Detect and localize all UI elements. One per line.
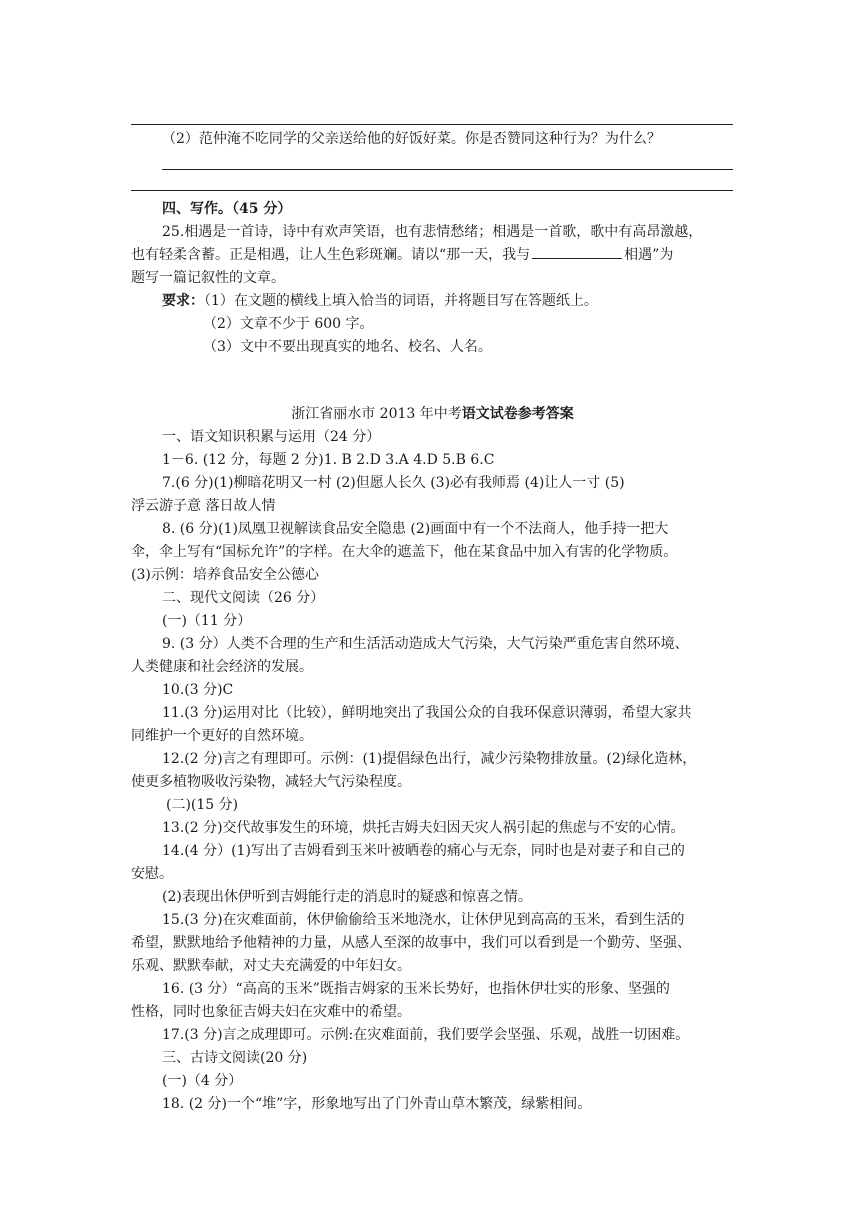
answer-line: 8. (6 分)(1)凤凰卫视解读食品安全隐患 (2)画面中有一个不法商人，他手持一把大 — [162, 521, 669, 537]
answer-line: 使更多植物吸收污染物，减轻大气污染程度。 — [131, 774, 411, 790]
answer-blank-line — [162, 169, 733, 170]
requirement-label: 要求： — [162, 293, 204, 309]
answer-key-title-bold: 语文试卷参考答案 — [461, 406, 574, 422]
requirement-1-text: （1）在文题的横线上填入恰当的词语，并将题目写在答题纸上。 — [204, 293, 598, 309]
answer-line: 三、古诗文阅读(20 分) — [162, 1050, 308, 1066]
answer-line: 10.(3 分)C — [162, 682, 234, 698]
answer-rule-line — [131, 190, 733, 191]
answer-line: 性格，同时也象征吉姆夫妇在灾难中的希望。 — [131, 1004, 411, 1020]
answer-line: (一)（4 分） — [162, 1073, 243, 1089]
question-25-text: 也有轻柔含蓄。正是相遇，让人生色彩斑斓。请以“那一天，我与 — [131, 247, 531, 263]
answer-line: 18. (2 分)一个“堆”字，形象地写出了门外青山草木繁茂，绿紫相间。 — [162, 1096, 592, 1112]
answer-line: 17.(3 分)言之成理即可。示例:在灾难面前，我们要学会坚强、乐观，战胜一切困难。 — [162, 1027, 690, 1043]
requirement-3: （3）文中不要出现真实的地名、校名、人名。 — [203, 339, 492, 355]
question-25-line-1: 25.相遇是一首诗，诗中有欢声笑语，也有悲情愁绪；相遇是一首歌，歌中有高昂激越， — [162, 224, 703, 240]
requirement-2: （2）文章不少于 600 字。 — [203, 316, 374, 332]
writing-heading: 四、写作。（45 分） — [162, 201, 292, 217]
answer-line: (一)（11 分） — [162, 613, 252, 629]
requirement-1 — [162, 290, 598, 312]
answer-line: 15.(3 分)在灾难面前，休伊偷偷给玉米地浇水，让休伊见到高高的玉米，看到生活的 — [162, 912, 685, 928]
answer-line: 11.(3 分)运用对比（比较），鲜明地突出了我国公众的自我环保意识薄弱，希望大家共 — [162, 705, 692, 721]
answer-line: 浮云游子意 落日故人情 — [131, 498, 276, 514]
answer-line: 希望，默默地给予他精神的力量，从感人至深的故事中，我们可以看到是一个勤劳、坚强、 — [131, 935, 691, 951]
answer-key-title-plain: 浙江省丽水市 2013 年中考 — [291, 406, 462, 422]
answer-line: 一、语文知识积累与运用（24 分） — [162, 429, 381, 445]
title-blank — [532, 244, 622, 259]
answer-line: 安慰。 — [131, 866, 173, 882]
question-25-line-2 — [131, 244, 673, 266]
answer-key-title — [0, 403, 865, 425]
question-25-line-3: 题写一篇记叙性的文章。 — [131, 270, 285, 286]
answer-line: (二)(15 分) — [166, 797, 239, 813]
answer-line: (2)表现出休伊听到吉姆能行走的消息时的疑惑和惊喜之情。 — [162, 889, 532, 905]
answer-line: 13.(2 分)交代故事发生的环境，烘托吉姆夫妇因天灾人祸引起的焦虑与不安的心情。 — [162, 820, 685, 836]
answer-line: 14.(4 分）(1)写出了吉姆看到玉米叶被晒卷的痛心与无奈，同时也是对妻子和自己的 — [162, 843, 685, 859]
answer-line: 1－6. (12 分，每题 2 分)1. B 2.D 3.A 4.D 5.B 6.C — [162, 452, 495, 468]
answer-rule-line — [131, 124, 733, 125]
answer-line: 16. (3 分）“高高的玉米”既指吉姆家的玉米长势好，也指休伊壮实的形象、坚强的 — [162, 981, 670, 997]
answer-line: (3)示例：培养食品安全公德心 — [131, 567, 319, 583]
answer-line: 同维护一个更好的自然环境。 — [131, 728, 313, 744]
answer-line: 二、现代文阅读（26 分） — [162, 590, 325, 606]
answer-line: 乐观、默默奉献，对丈夫充满爱的中年妇女。 — [131, 958, 411, 974]
answer-line: 12.(2 分)言之有理即可。示例：(1)提倡绿色出行，减少污染物排放量。(2)绿化造林， — [162, 751, 697, 767]
question-25-text-end: 相遇”为 — [624, 247, 674, 263]
answer-line: 7.(6 分)(1)柳暗花明又一村 (2)但愿人长久 (3)必有我师焉 (4)让人一寸 (5) — [162, 475, 625, 491]
answer-line: 人类健康和社会经济的发展。 — [131, 659, 313, 675]
answer-line: 9. (3 分）人类不合理的生产和生活活动造成大气污染，大气污染严重危害自然环境、 — [162, 636, 689, 652]
question-24-2: （2）范仲淹不吃同学的父亲送给他的好饭好菜。你是否赞同这种行为？为什么？ — [162, 131, 661, 147]
answer-line: 伞，伞上写有“国标允许”的字样。在大伞的遮盖下，他在某食品中加入有害的化学物质。 — [131, 544, 678, 560]
